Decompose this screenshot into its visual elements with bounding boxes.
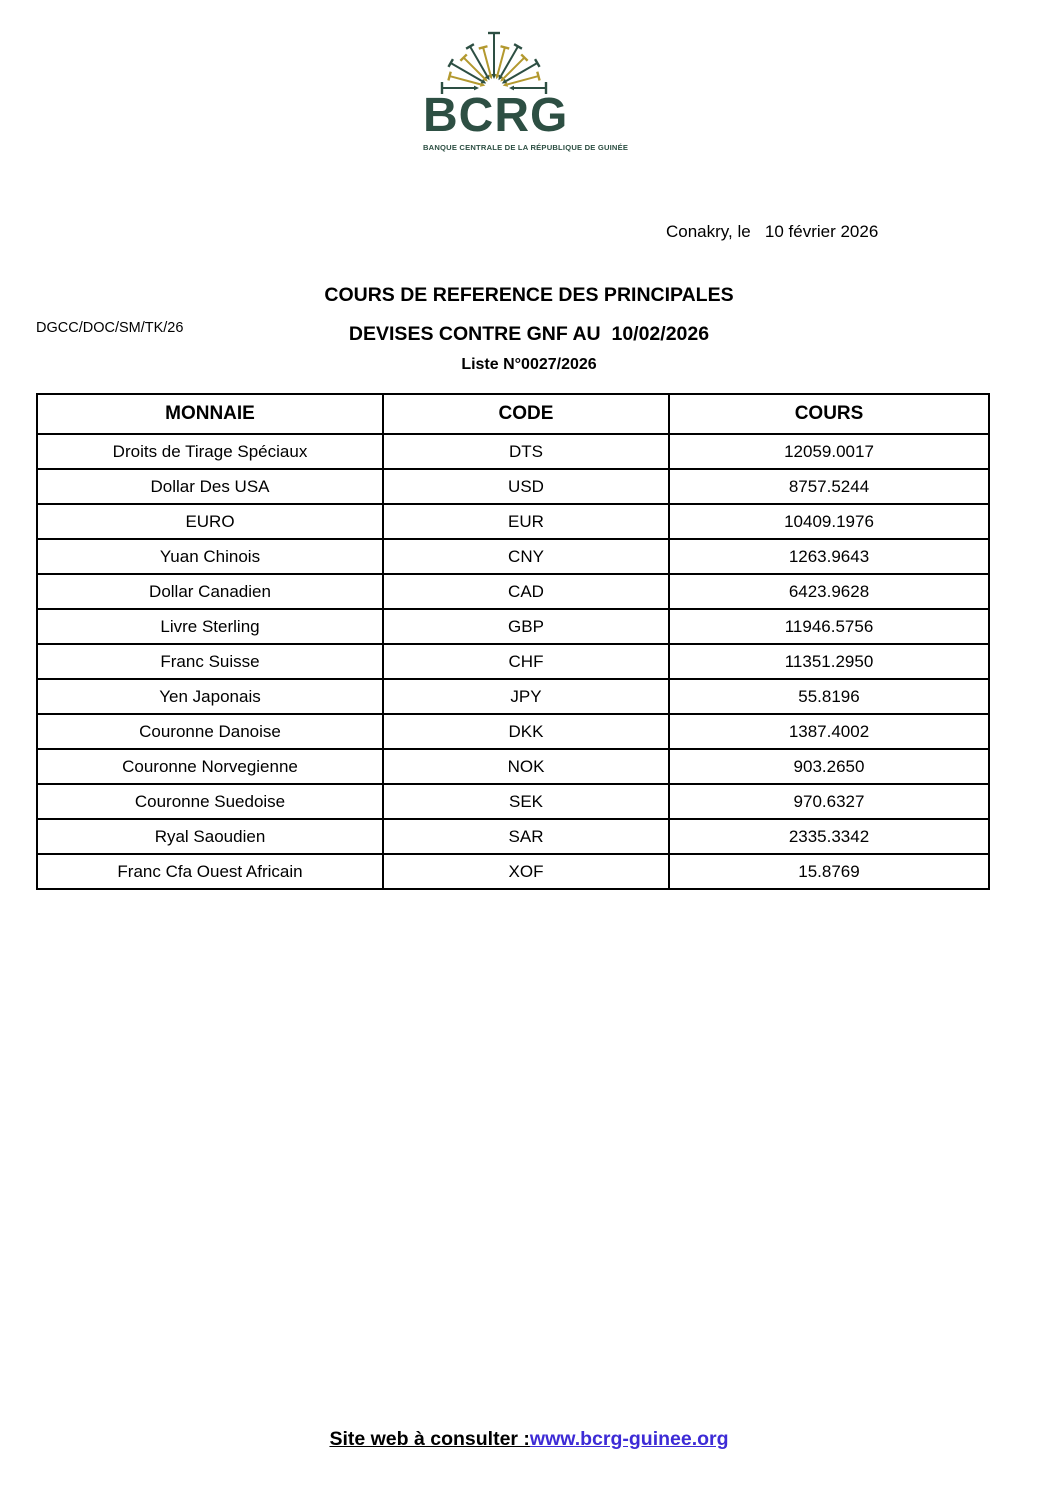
table-cell: 1387.4002 (669, 714, 989, 749)
table-row (37, 679, 989, 714)
table-cell: 2335.3342 (669, 819, 989, 854)
table-cell: 12059.0017 (669, 434, 989, 469)
table-cell: CHF (383, 644, 669, 679)
table-cell: 11351.2950 (669, 644, 989, 679)
table-cell: Droits de Tirage Spéciaux (37, 434, 383, 469)
table-cell: 903.2650 (669, 749, 989, 784)
table-row (37, 784, 989, 819)
table-cell: CNY (383, 539, 669, 574)
table-row (37, 714, 989, 749)
table-cell: Yuan Chinois (37, 539, 383, 574)
logo-tagline: BANQUE CENTRALE DE LA RÉPUBLIQUE DE GUINÉE (423, 143, 629, 152)
bcrg-sunburst-icon (435, 28, 553, 96)
table-row (37, 609, 989, 644)
table-row (37, 504, 989, 539)
table-cell: CAD (383, 574, 669, 609)
table-row (37, 434, 989, 469)
table-header-row (37, 394, 989, 434)
table-row (37, 539, 989, 574)
table-cell: XOF (383, 854, 669, 889)
table-row (37, 574, 989, 609)
title-line1: COURS DE REFERENCE DES PRINCIPALES (324, 284, 734, 306)
table-cell: Franc Suisse (37, 644, 383, 679)
table-cell: Livre Sterling (37, 609, 383, 644)
rates-table (36, 393, 990, 890)
table-cell: 1263.9643 (669, 539, 989, 574)
column-header: COURS (669, 394, 989, 434)
title-line2: DEVISES CONTRE GNF AU 10/02/2026 (348, 323, 710, 345)
table-cell: Franc Cfa Ouest Africain (37, 854, 383, 889)
table-cell: Couronne Danoise (37, 714, 383, 749)
table-cell: SEK (383, 784, 669, 819)
table-cell: NOK (383, 749, 669, 784)
table-cell: 10409.1976 (669, 504, 989, 539)
table-cell: Dollar Des USA (37, 469, 383, 504)
table-cell: GBP (383, 609, 669, 644)
table-cell: Dollar Canadien (37, 574, 383, 609)
date-line: Conakry, le 10 février 2026 (666, 222, 879, 241)
table-row (37, 644, 989, 679)
reference-number: DGCC/DOC/SM/TK/26 (36, 320, 184, 336)
table-cell: 970.6327 (669, 784, 989, 819)
table-cell: 11946.5756 (669, 609, 989, 644)
table-cell: 6423.9628 (669, 574, 989, 609)
table-cell: 55.8196 (669, 679, 989, 714)
table-cell: SAR (383, 819, 669, 854)
table-row (37, 469, 989, 504)
table-cell: USD (383, 469, 669, 504)
list-number: Liste N°0027/2026 (461, 356, 597, 373)
table-cell: 8757.5244 (669, 469, 989, 504)
table-cell: Yen Japonais (37, 679, 383, 714)
bcrg-logo (423, 28, 629, 152)
table-cell: Couronne Norvegienne (37, 749, 383, 784)
table-row (37, 749, 989, 784)
table-row (37, 854, 989, 889)
footer-label: Site web à consulter : (329, 1428, 530, 1450)
column-header: MONNAIE (37, 394, 383, 434)
rates-table-body (37, 434, 989, 889)
website-link[interactable]: www.bcrg-guinee.org (529, 1428, 729, 1450)
table-cell: 15.8769 (669, 854, 989, 889)
table-cell: Ryal Saoudien (37, 819, 383, 854)
table-cell: EUR (383, 504, 669, 539)
logo-wordmark: BCRG (423, 89, 569, 142)
column-header: CODE (383, 394, 669, 434)
table-cell: DTS (383, 434, 669, 469)
table-row (37, 819, 989, 854)
table-cell: EURO (37, 504, 383, 539)
table-cell: JPY (383, 679, 669, 714)
table-cell: DKK (383, 714, 669, 749)
table-cell: Couronne Suedoise (37, 784, 383, 819)
footer (0, 1428, 1058, 1451)
